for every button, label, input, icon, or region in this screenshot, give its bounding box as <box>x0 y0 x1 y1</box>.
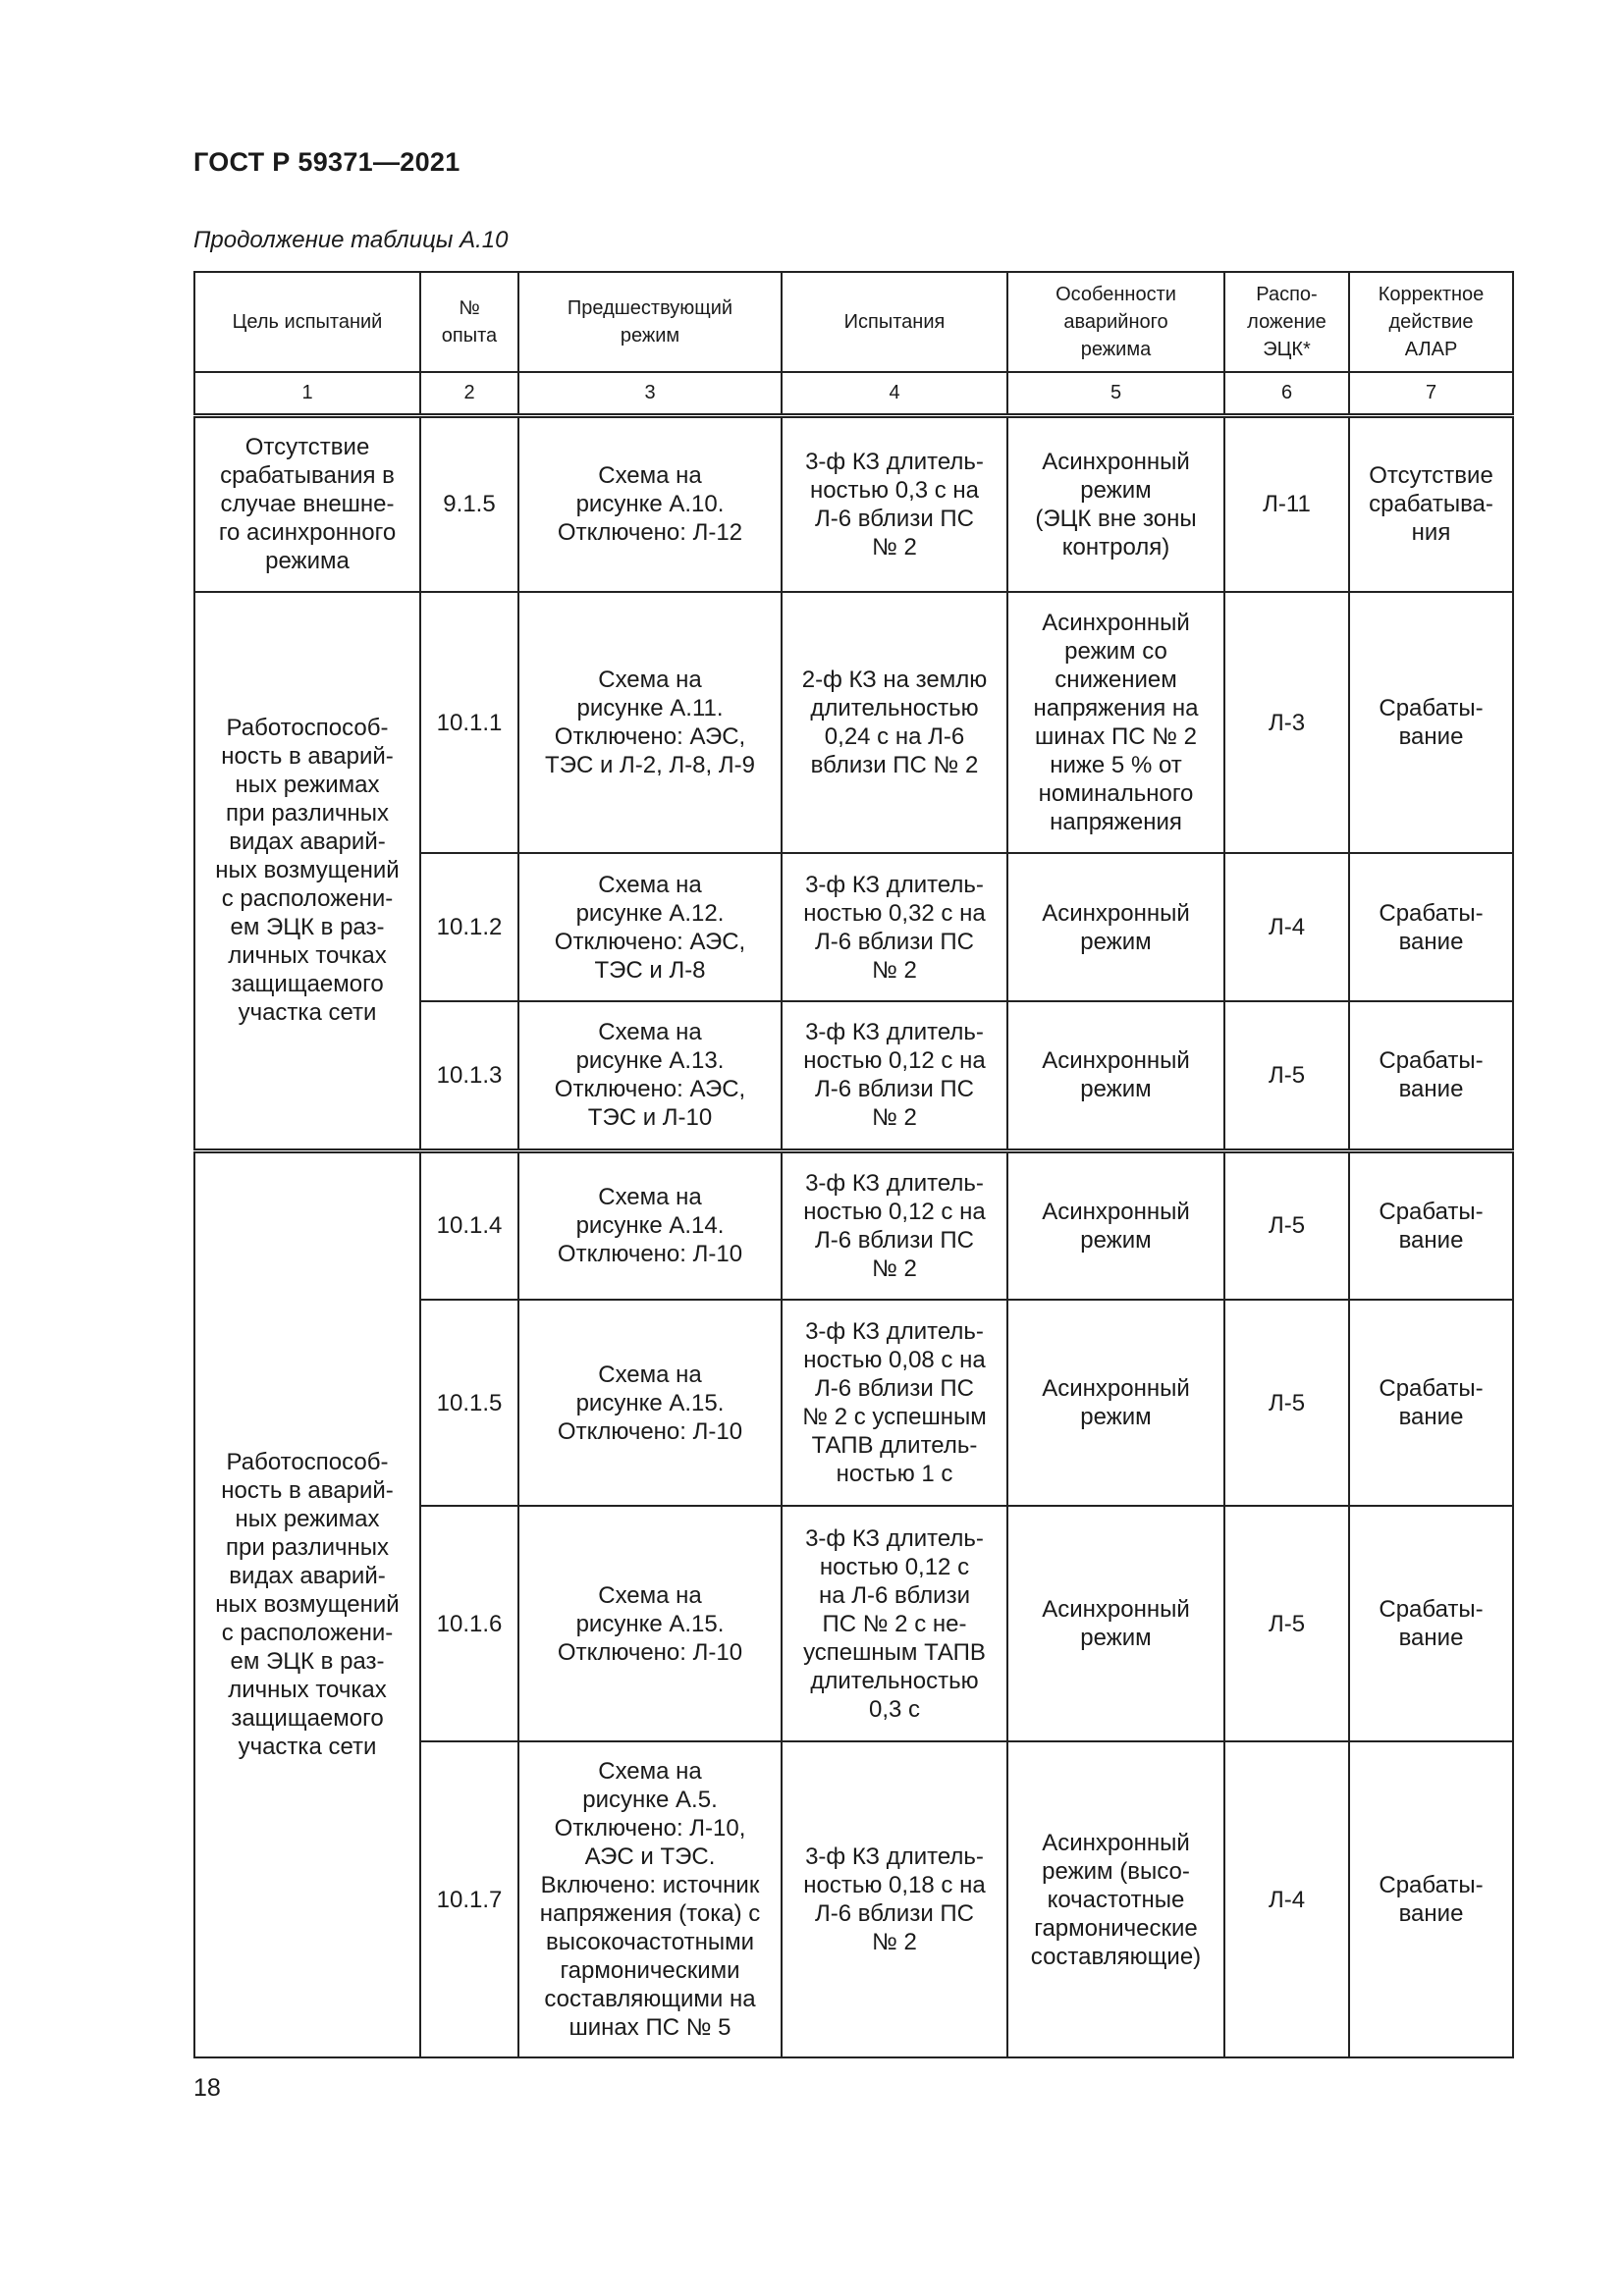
header-number: № опыта <box>420 272 518 372</box>
test-number-cell: 10.1.7 <box>420 1741 518 2057</box>
location-cell: Л-4 <box>1224 1741 1349 2057</box>
previous-mode-cell: Схема на рисунке А.14. Отключено: Л-10 <box>518 1150 782 1300</box>
features-cell: Асинхронный режим со снижением напряжения на шинах ПС № 2 ниже 5 % от номинального напряжения <box>1007 592 1224 853</box>
column-number-row <box>194 372 1513 415</box>
test-cell: 3-ф КЗ длитель- ностью 0,12 с на Л-6 вблизи ПС № 2 <box>782 1150 1007 1300</box>
goal-cell: Работоспособ- ность в аварий- ных режимах при различных видах аварий- ных возмущений с расположени- ем ЭЦК в раз- личных точках защищаемого участка сети <box>194 592 420 1150</box>
column-number: 2 <box>420 372 518 415</box>
header-previous-mode: Предшествующий режим <box>518 272 782 372</box>
location-cell: Л-5 <box>1224 1506 1349 1741</box>
action-cell: Срабаты- вание <box>1349 1741 1513 2057</box>
previous-mode-cell: Схема на рисунке А.12. Отключено: АЭС, ТЭС и Л-8 <box>518 853 782 1001</box>
header-tests: Испытания <box>782 272 1007 372</box>
column-number: 5 <box>1007 372 1224 415</box>
header-goal: Цель испытаний <box>194 272 420 372</box>
table-row <box>194 415 1513 592</box>
features-cell: Асинхронный режим <box>1007 1150 1224 1300</box>
previous-mode-cell: Схема на рисунке А.13. Отключено: АЭС, ТЭС и Л-10 <box>518 1001 782 1150</box>
action-cell: Срабаты- вание <box>1349 1300 1513 1506</box>
test-cell: 2-ф КЗ на землю длительностью 0,24 с на Л-6 вблизи ПС № 2 <box>782 592 1007 853</box>
previous-mode-cell: Схема на рисунке А.11. Отключено: АЭС, ТЭС и Л-2, Л-8, Л-9 <box>518 592 782 853</box>
header-action: Корректное действие АЛАР <box>1349 272 1513 372</box>
features-cell: Асинхронный режим <box>1007 1001 1224 1150</box>
location-cell: Л-3 <box>1224 592 1349 853</box>
column-number: 6 <box>1224 372 1349 415</box>
action-cell: Срабаты- вание <box>1349 853 1513 1001</box>
test-number-cell: 10.1.4 <box>420 1150 518 1300</box>
test-number-cell: 10.1.1 <box>420 592 518 853</box>
action-cell: Срабаты- вание <box>1349 592 1513 853</box>
location-cell: Л-11 <box>1224 415 1349 592</box>
previous-mode-cell: Схема на рисунке А.15. Отключено: Л-10 <box>518 1506 782 1741</box>
location-cell: Л-5 <box>1224 1001 1349 1150</box>
table-row <box>194 1150 1513 1300</box>
action-cell: Отсутствие срабатыва- ния <box>1349 415 1513 592</box>
test-table <box>193 271 1514 2058</box>
features-cell: Асинхронный режим <box>1007 1506 1224 1741</box>
location-cell: Л-5 <box>1224 1300 1349 1506</box>
location-cell: Л-4 <box>1224 853 1349 1001</box>
features-cell: Асинхронный режим (высо- кочастотные гармонические составляющие) <box>1007 1741 1224 2057</box>
header-row <box>194 272 1513 372</box>
header-features: Особенности аварийного режима <box>1007 272 1224 372</box>
test-cell: 3-ф КЗ длитель- ностью 0,08 с на Л-6 вблизи ПС № 2 с успешным ТАПВ длитель- ностью 1 с <box>782 1300 1007 1506</box>
action-cell: Срабаты- вание <box>1349 1150 1513 1300</box>
test-number-cell: 10.1.2 <box>420 853 518 1001</box>
test-cell: 3-ф КЗ длитель- ностью 0,12 с на Л-6 вблизи ПС № 2 с не- успешным ТАПВ длительностью 0,3 с <box>782 1506 1007 1741</box>
features-cell: Асинхронный режим (ЭЦК вне зоны контроля) <box>1007 415 1224 592</box>
action-cell: Срабаты- вание <box>1349 1506 1513 1741</box>
features-cell: Асинхронный режим <box>1007 853 1224 1001</box>
location-cell: Л-5 <box>1224 1150 1349 1300</box>
column-number: 7 <box>1349 372 1513 415</box>
header-location: Распо- ложение ЭЦК* <box>1224 272 1349 372</box>
goal-cell: Отсутствие срабатывания в случае внешне- го асинхронного режима <box>194 415 420 592</box>
column-number: 3 <box>518 372 782 415</box>
test-cell: 3-ф КЗ длитель- ностью 0,12 с на Л-6 вблизи ПС № 2 <box>782 1001 1007 1150</box>
goal-cell: Работоспособ- ность в аварий- ных режимах при различных видах аварий- ных возмущений с расположени- ем ЭЦК в раз- личных точках защищаемого участка сети <box>194 1150 420 2057</box>
table-caption: Продолжение таблицы А.10 <box>193 227 509 253</box>
previous-mode-cell: Схема на рисунке А.5. Отключено: Л-10, АЭС и ТЭС. Включено: источник напряжения (тока) с высокочастотными гармоническими составляющими на шинах ПС № 5 <box>518 1741 782 2057</box>
document-title: ГОСТ Р 59371—2021 <box>193 147 460 177</box>
test-number-cell: 10.1.5 <box>420 1300 518 1506</box>
previous-mode-cell: Схема на рисунке А.10. Отключено: Л-12 <box>518 415 782 592</box>
test-cell: 3-ф КЗ длитель- ностью 0,3 с на Л-6 вблизи ПС № 2 <box>782 415 1007 592</box>
previous-mode-cell: Схема на рисунке А.15. Отключено: Л-10 <box>518 1300 782 1506</box>
column-number: 1 <box>194 372 420 415</box>
test-number-cell: 9.1.5 <box>420 415 518 592</box>
features-cell: Асинхронный режим <box>1007 1300 1224 1506</box>
test-cell: 3-ф КЗ длитель- ностью 0,32 с на Л-6 вблизи ПС № 2 <box>782 853 1007 1001</box>
table-row <box>194 592 1513 853</box>
action-cell: Срабаты- вание <box>1349 1001 1513 1150</box>
test-cell: 3-ф КЗ длитель- ностью 0,18 с на Л-6 вблизи ПС № 2 <box>782 1741 1007 2057</box>
column-number: 4 <box>782 372 1007 415</box>
page-number: 18 <box>193 2074 221 2102</box>
test-number-cell: 10.1.3 <box>420 1001 518 1150</box>
test-number-cell: 10.1.6 <box>420 1506 518 1741</box>
